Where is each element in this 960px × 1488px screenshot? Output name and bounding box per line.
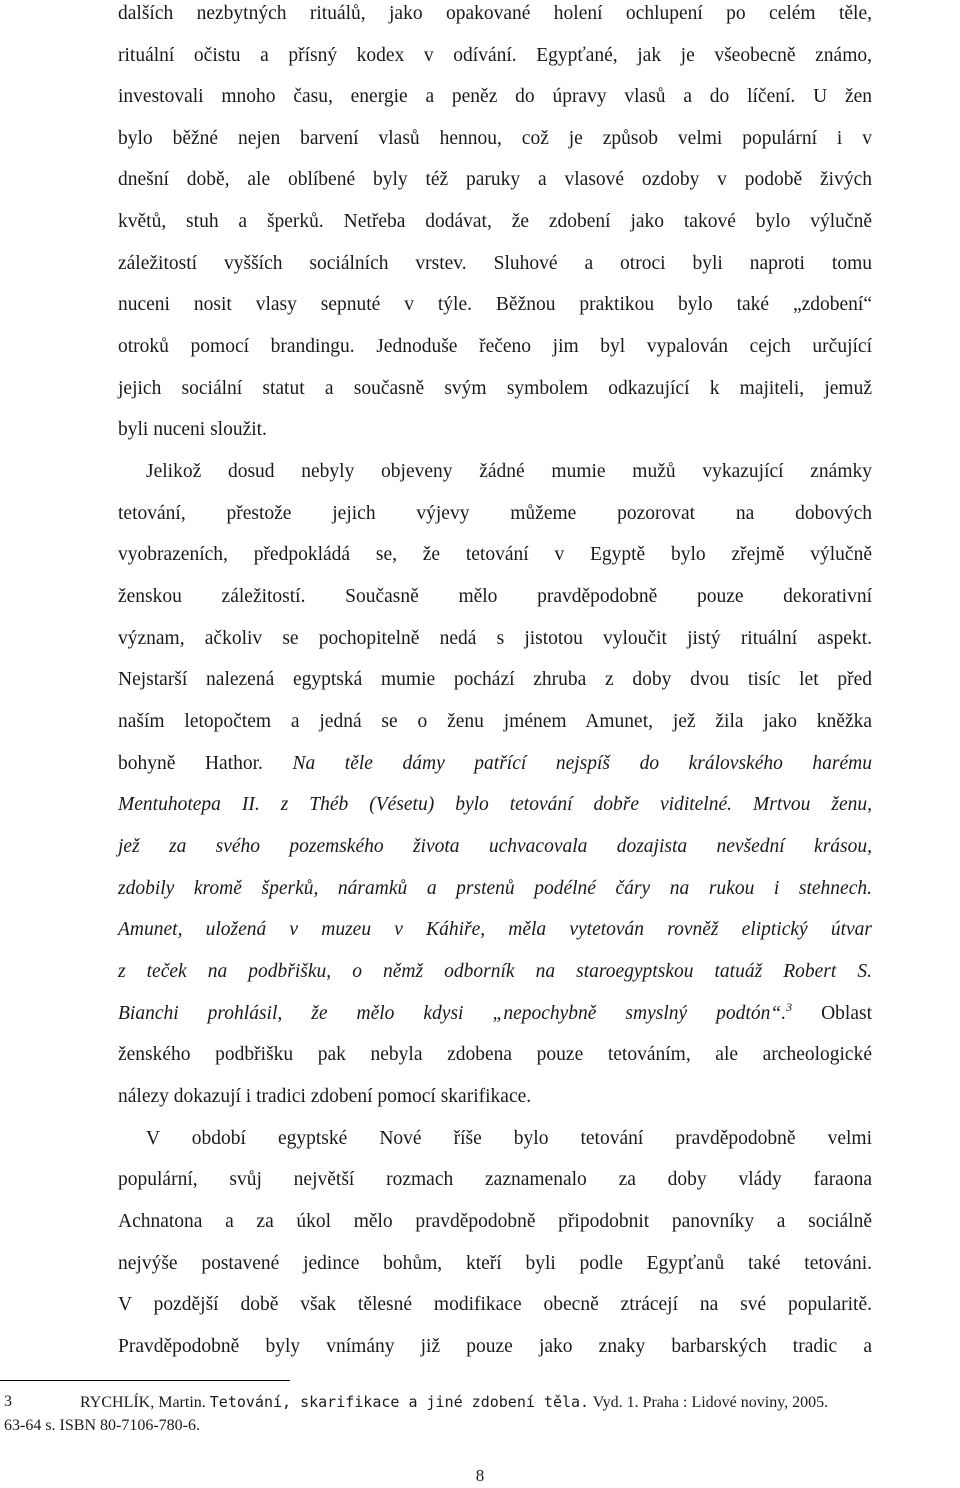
- text-line: populární, svůj největší rozmach zaznamenalo za doby vlády faraona: [118, 1169, 872, 1190]
- footnote-publication: Vyd. 1. Praha : Lidové noviny, 2005.: [592, 1394, 829, 1411]
- italic-text: Na těle dámy patřící nejspíš do královského harému: [292, 753, 872, 774]
- text-fragment: bohyně Hathor.: [118, 753, 263, 774]
- text-line: význam, ačkoliv se pochopitelně nedá s jistotou vyloučit jistý rituální aspekt.: [118, 628, 872, 649]
- footnote-pages-isbn: 63-64 s. ISBN 80-7106-780-6.: [4, 1417, 200, 1434]
- text-line: nejvýše postavené jedince bohům, kteří byli podle Egypťanů také tetováni.: [118, 1253, 872, 1274]
- text-line: otroků pomocí brandingu. Jednoduše řečeno jim byl vypalován cejch určující: [118, 336, 872, 357]
- text-line: vyobrazeních, předpokládá se, že tetování v Egyptě bylo zřejmě výlučně: [118, 544, 872, 565]
- text-line: tetování, přestože jejich výjevy můžeme pozorovat na dobových: [118, 503, 872, 524]
- text-line: Pravděpodobně byly vnímány již pouze jako znaky barbarských tradic a: [118, 1336, 872, 1357]
- text-line: naším letopočtem a jedná se o ženu jménem Amunet, jež žila jako kněžka: [118, 711, 872, 732]
- text-line: [118, 750, 872, 778]
- footnote-title: Tetování, skarifikace a jiné zdobení těla.: [209, 1393, 590, 1411]
- text-fragment: Oblast: [821, 1003, 873, 1024]
- text-line: [118, 1000, 872, 1028]
- text-line: Mentuhotepa II. z Théb (Vésetu) bylo tetování dobře viditelné. Mrtvou ženu,: [118, 794, 872, 815]
- text-line: investovali mnoho času, energie a peněz do úpravy vlasů a do líčení. U žen: [118, 86, 872, 107]
- text-line: z teček na podbřišku, o němž odborník na staroegyptskou tatuáž Robert S.: [118, 961, 872, 982]
- text-line: ženského podbřišku pak nebyla zdobena pouze tetováním, ale archeologické: [118, 1044, 872, 1065]
- footnote-number: 3: [4, 1393, 12, 1410]
- text-line: dnešní době, ale oblíbené byly též paruky a vlasové ozdoby v podobě živých: [118, 169, 872, 190]
- text-line: Jelikož dosud nebyly objeveny žádné mumie mužů vykazující známky: [146, 461, 872, 482]
- text-line: nuceni nosit vlasy sepnuté v týle. Běžnou praktikou bylo také „zdobení“: [118, 294, 872, 315]
- text-line: jejich sociální statut a současně svým symbolem odkazující k majiteli, jemuž: [118, 378, 872, 399]
- text-line: V období egyptské Nové říše bylo tetování pravděpodobně velmi: [146, 1128, 872, 1149]
- text-line: V pozdější době však tělesné modifikace obecně ztrácejí na své popularitě.: [118, 1294, 872, 1315]
- footnote-ref[interactable]: 3: [786, 1000, 793, 1014]
- footnote-line-1: [80, 1391, 828, 1414]
- footnote-author: RYCHLÍK, Martin.: [80, 1394, 206, 1411]
- footnote-divider: [0, 1380, 290, 1381]
- text-line: Nejstarší nalezená egyptská mumie pochází zhruba z doby dvou tisíc let před: [118, 669, 872, 690]
- text-line: Amunet, uložená v muzeu v Káhiře, měla vytetován rovněž eliptický útvar: [118, 919, 872, 940]
- text-line: dalších nezbytných rituálů, jako opakované holení ochlupení po celém těle,: [118, 3, 872, 24]
- text-line: nálezy dokazují i tradici zdobení pomocí skarifikace.: [118, 1086, 532, 1107]
- text-line: byli nuceni sloužit.: [118, 419, 267, 440]
- text-line: jež za svého pozemského života uchvacovala dozajista nevšední krásou,: [118, 836, 872, 857]
- text-line: ženskou záležitostí. Současně mělo pravděpodobně pouze dekorativní: [118, 586, 872, 607]
- text-line: Achnatona a za úkol mělo pravděpodobně připodobnit panovníky a sociálně: [118, 1211, 872, 1232]
- italic-text: Bianchi prohlásil, že mělo kdysi „nepochybně smyslný podtón“.: [118, 1003, 787, 1024]
- text-line: bylo běžné nejen barvení vlasů hennou, což je způsob velmi populární i v: [118, 128, 872, 149]
- text-line: zdobily kromě šperků, náramků a prstenů podélné čáry na rukou i stehnech.: [118, 878, 872, 899]
- text-line: záležitostí vyšších sociálních vrstev. Sluhové a otroci byli naproti tomu: [118, 253, 872, 274]
- text-line: květů, stuh a šperků. Netřeba dodávat, že zdobení jako takové bylo výlučně: [118, 211, 872, 232]
- page-number: 8: [475, 1466, 485, 1485]
- text-line: rituální očistu a přísný kodex v odívání. Egypťané, jak je všeobecně známo,: [118, 45, 872, 66]
